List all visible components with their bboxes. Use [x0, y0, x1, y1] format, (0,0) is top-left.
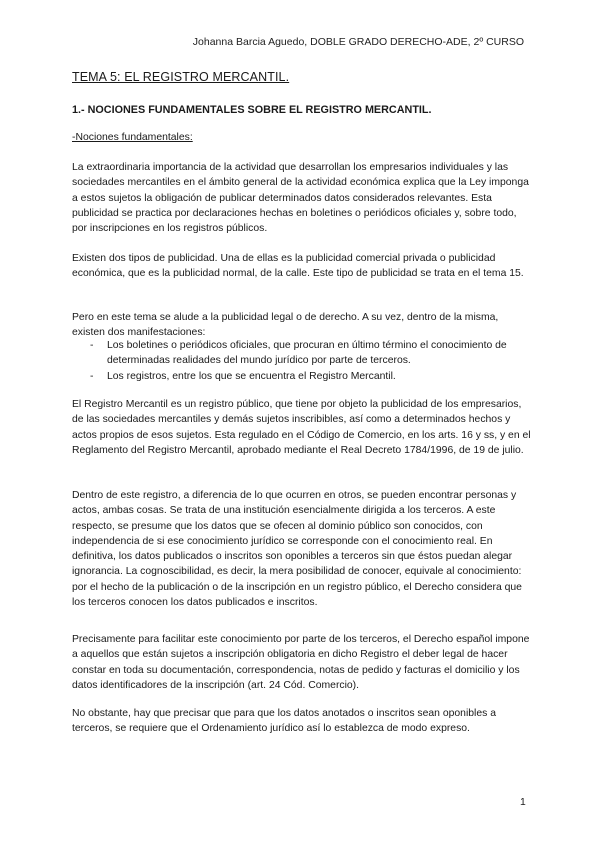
bullet-dash: -: [90, 370, 94, 382]
paragraph: Existen dos tipos de publicidad. Una de ellas es la publicidad comercial privada o publicidad económica, que es la publicidad normal, de la calle. Este tipo de publicidad se trata en el tema 15.: [72, 253, 524, 280]
bullet-dash: -: [90, 340, 94, 351]
paragraph: La extraordinaria importancia de la actividad que desarrollan los empresarios individuales y las sociedades mercantiles en el ámbito general de la actividad económica explica que la Ley imponga a estos sujetos la obligación de publicar determinados datos considerados relevantes. Esta publicidad se practica por declaraciones hechas en boletines o periódicos oficiales y, sobre todo, por inscripciones en los registros públicos.: [72, 162, 529, 235]
list-item-text: Los boletines o periódicos oficiales, que procuran en último término el conocimiento de determinadas realidades del mundo jurídico por parte de terceros.: [107, 340, 507, 367]
subheading: -Nociones fundamentales:: [72, 132, 193, 143]
paragraph: Precisamente para facilitar este conocimiento por parte de los terceros, el Derecho español impone a aquellos que están sujetos a inscripción obligatoria en dicho Registro el deber legal de hacer constar en toda su documentación, correspondencia, notas de pedido y facturas el domicilio y los datos identificadores de la inscripción (art. 24 Cód. Comercio).: [72, 634, 530, 691]
paragraph: El Registro Mercantil es un registro público, que tiene por objeto la publicidad de los empresarios, de las sociedades mercantiles y demás sujetos inscribibles, así como a determinados hechos y actos propios de esos sujetos. Esta regulado en el Código de Comercio, en los arts. 16 y ss, y en el Reglamento del Registro Mercantil, aprobado mediante el Real Decreto 1784/1996, de 19 de julio.: [72, 399, 531, 456]
page-number: 1: [520, 797, 526, 808]
list-item: [90, 338, 534, 369]
page-title: TEMA 5: EL REGISTRO MERCANTIL.: [72, 70, 290, 84]
paragraph: No obstante, hay que precisar que para que los datos anotados o inscritos sean oponibles a terceros, se requiere que el Ordenamiento jurídico así lo establezca de modo expreso.: [72, 708, 496, 735]
section-heading: 1.- NOCIONES FUNDAMENTALES SOBRE EL REGISTRO MERCANTIL.: [72, 104, 432, 116]
list-item: [90, 369, 534, 384]
list-item-text: Los registros, entre los que se encuentra el Registro Mercantil.: [107, 370, 396, 382]
page-header: Johanna Barcia Aguedo, DOBLE GRADO DERECHO-ADE, 2º CURSO: [192, 36, 524, 48]
bullet-list: [90, 338, 534, 384]
paragraph: Dentro de este registro, a diferencia de lo que ocurren en otros, se pueden encontrar personas y actos, ambas cosas. Se trata de una institución esencialmente dirigida a los terceros. A este respecto, se presume que los datos que se ofecen al dominio público son conocidos, con independencia de si ese conocimiento jurídico se corresponde con el conocimiento real. En definitiva, los datos publicados o inscritos son oponibles a terceros sin que éstos puedan alegar ignorancia. La cognoscibilidad, es decir, la mera posibilidad de conocer, equivale al conocimiento: por el hecho de la publicación o de la inscripción en un registro público, el Derecho considera que los terceros conocen los datos publicados e inscritos.: [72, 490, 522, 609]
paragraph: Pero en este tema se alude a la publicidad legal o de derecho. A su vez, dentro de la misma, existen dos manifestaciones:: [72, 312, 499, 339]
